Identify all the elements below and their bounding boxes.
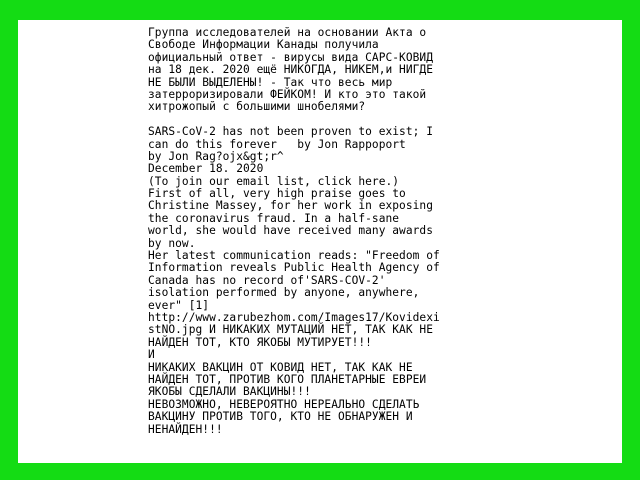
email-list-line: (To join our email list, click here.) bbox=[148, 174, 400, 188]
intro-line: официальный ответ - вирусы вида САРС-КОВИД bbox=[148, 50, 433, 64]
article-line: НАЙДЕН ТОТ, ПРОТИВ КОГО ПЛАНЕТАРНЫЕ ЕВРЕИ bbox=[148, 372, 427, 386]
article-line: Canada has no record of'SARS-COV-2' bbox=[148, 273, 386, 287]
article-line: Christine Massey, for her work in exposing bbox=[148, 199, 433, 213]
byline: by Jon Rag?ojx&gt;r^ bbox=[148, 149, 284, 163]
article-line: НЕВОЗМОЖНО, НЕВЕРОЯТНО НЕРЕАЛЬНО СДЕЛАТЬ bbox=[148, 397, 420, 411]
article-line: НАЙДЕН ТОТ, КТО ЯКОБЫ МУТИРУЕТ!!! bbox=[148, 335, 372, 349]
page-frame bbox=[18, 20, 622, 463]
article-line: ЯКОБЫ СДЕЛАЛИ ВАКЦИНЫ!!! bbox=[148, 385, 311, 399]
article-line: Her latest communication reads: "Freedom of bbox=[148, 249, 440, 263]
article-line: stNO.jpg И НИКАКИХ МУТАЦИЙ НЕТ, ТАК КАК НЕ bbox=[148, 323, 433, 337]
article-line: isolation performed by anyone, anywhere, bbox=[148, 286, 420, 300]
article-line: First of all, very high praise goes to bbox=[148, 187, 406, 201]
article-line: И bbox=[148, 348, 155, 362]
article-line: НИКАКИХ ВАКЦИН ОТ КОВИД НЕТ, ТАК КАК НЕ bbox=[148, 360, 413, 374]
intro-line: НЕ БЫЛИ ВЫДЕЛЕНЫ! - Так что весь мир bbox=[148, 75, 393, 89]
article-line: НЕНАЙДЕН!!! bbox=[148, 422, 223, 436]
intro-line: затерроризировали ФЕЙКОМ! И кто это такой bbox=[148, 87, 427, 101]
article-title-line: SARS-CoV-2 has not been proven to exist; I bbox=[148, 125, 433, 139]
intro-line: хитрожопый с большими шнобелями? bbox=[148, 100, 366, 114]
date-line: December 18. 2020 bbox=[148, 162, 264, 176]
article-line: world, she would have received many awards bbox=[148, 224, 433, 238]
article-line: ever" [1] bbox=[148, 298, 210, 312]
article-title-line: can do this forever by Jon Rappoport bbox=[148, 137, 406, 151]
intro-line: Свободе Информации Канады получила bbox=[148, 38, 379, 52]
intro-line: на 18 дек. 2020 ещё НИКОГДА, НИКЕМ,и НИГДЕ bbox=[148, 63, 433, 77]
article-line: Information reveals Public Health Agency of bbox=[148, 261, 440, 275]
url-line: http://www.zarubezhom.com/Images17/Kovidexi bbox=[148, 310, 440, 324]
intro-line: Группа исследователей на основании Акта о bbox=[148, 26, 427, 39]
article-line: by now. bbox=[148, 236, 196, 250]
document-text bbox=[148, 27, 498, 436]
article-line: the coronavirus fraud. In a half-sane bbox=[148, 211, 400, 225]
article-line: ВАКЦИНУ ПРОТИВ ТОГО, КТО НЕ ОБНАРУЖЕН И bbox=[148, 410, 413, 424]
